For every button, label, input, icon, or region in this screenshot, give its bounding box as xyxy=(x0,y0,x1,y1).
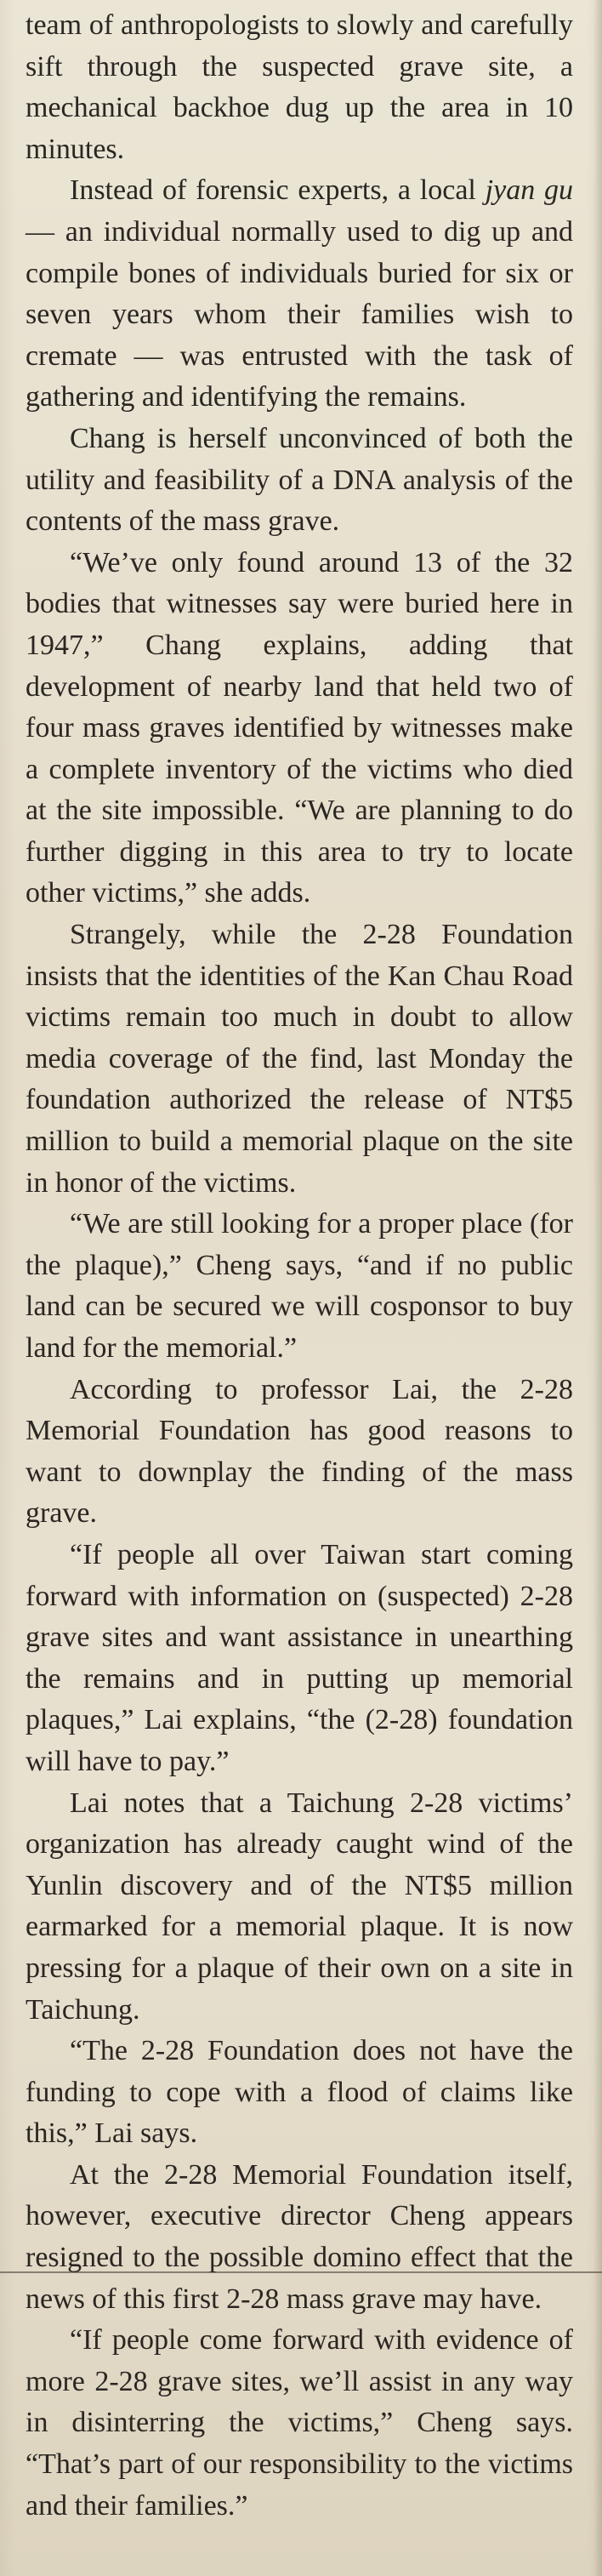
paragraph-lai-quote: “If people all over Taiwan start coming forward with information on (suspected) 2-28 grave sites and want assistance in unearthing the remains and in putting up memorial plaques,” Lai explains, “the (2-28) foundation will have to pay.” xyxy=(26,1538,573,1777)
paragraph-lai-reasons: According to professor Lai, the 2-28 Memorial Foundation has good reasons to want to downplay the finding of the mass grave. xyxy=(26,1373,573,1530)
paragraph-dna-analysis: Chang is herself unconvinced of both the utility and feasibility of a DNA analysis of the contents of the mass grave. xyxy=(26,422,573,538)
paper-edge-shadow xyxy=(593,0,602,2576)
paragraph-backhoe: team of anthropologists to slowly and carefully sift through the suspected grave site, a mechanical backhoe dug up the area in 10 minutes. xyxy=(26,9,573,165)
jyan-gu-term: jyan gu xyxy=(485,174,573,207)
paragraph-cheng-plaque-quote: “We are still looking for a proper place (for the plaque),” Cheng says, “and if no public land can be secured we will cosponsor to buy land for the memorial.” xyxy=(26,1208,573,1364)
paragraph-chang-quote: “We’ve only found around 13 of the 32 bodies that witnesses say were buried here in 1947,” Chang explains, adding that development of nearby land that held two of four mass graves identified by witnesses make a complete inventory of the victims who died at the site impossible. “We are planning to do further digging in this area to try to locate other victims,” she adds. xyxy=(26,546,573,909)
paragraph-jyan-gu-rest: — an individual normally used to dig up and compile bones of individuals buried for six or seven years whom their families wish to cremate — was entrusted with the task of gathering and identifying the remains. xyxy=(26,215,573,413)
pen-strike-mark xyxy=(0,2271,602,2273)
paragraph-closing-quote: “If people come forward with evidence of more 2-28 grave sites, we’ll assist in any way in disinterring the victims,” Cheng says. “That’s part of our responsibility to the victims and their families.” xyxy=(26,2324,573,2522)
paragraph-foundation-plaque: Strangely, while the 2-28 Foundation insists that the identities of the Kan Chau Road victims remain too much in doubt to allow media coverage of the find, last Monday the foundation authorized the release of NT$5 million to build a memorial plaque on the site in honor of the victims. xyxy=(26,919,573,1199)
paragraph-domino-effect: At the 2-28 Memorial Foundation itself, however, executive director Cheng appears resigned to the possible domino effect that the news of this first 2-28 mass grave may have. xyxy=(26,2158,573,2315)
paragraph-jyan-gu xyxy=(26,170,573,419)
paragraph-taichung: Lai notes that a Taichung 2-28 victims’ organization has already caught wind of the Yunlin discovery and of the NT$5 million earmarked for a memorial plaque. It is now pressing for a plaque of their own on a site in Taichung. xyxy=(26,1787,573,2026)
paragraph-jyan-gu-lead: Instead of forensic experts, a local xyxy=(70,174,486,207)
paragraph-funding-quote: “The 2-28 Foundation does not have the funding to cope with a flood of claims like this,” Lai says. xyxy=(26,2035,573,2150)
